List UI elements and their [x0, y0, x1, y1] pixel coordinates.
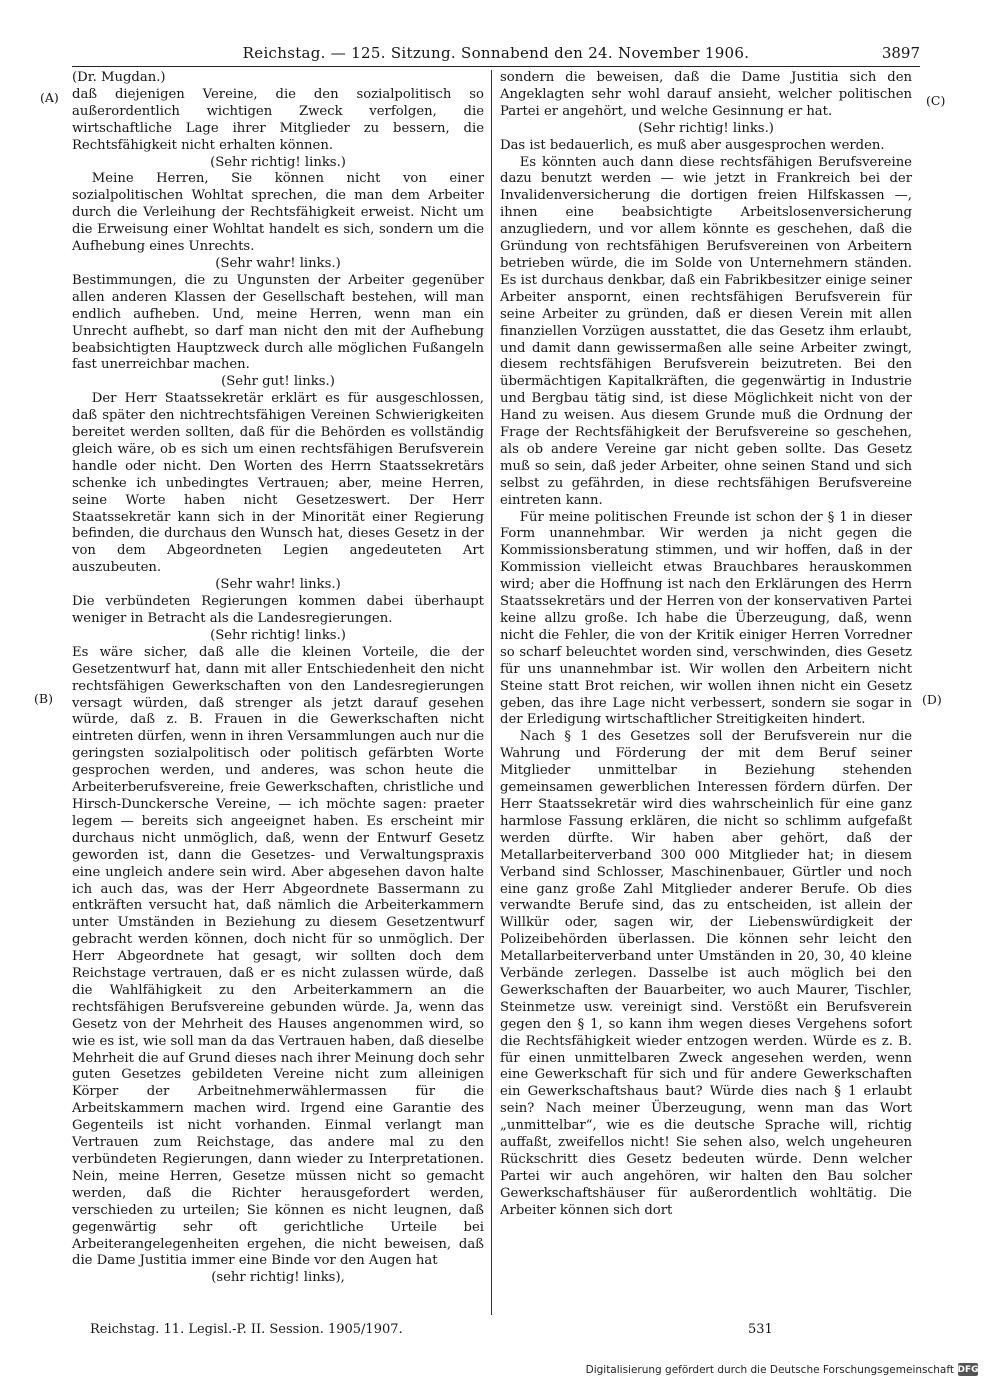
footer-session-info: Reichstag. 11. Legisl.-P. II. Session. 1905/1907. [90, 1322, 403, 1337]
dfg-logo-icon: DFG [957, 1364, 979, 1375]
paragraph: Es könnten auch dann diese rechtsfähigen Berufsvereine dazu benutzt werden — wie jetzt in Frankreich bei der Invalidenversicherung die dortigen freien Hilfskassen —, ihnen eine beabsichtigte Arbeitslosenversicherung anzugliedern, und vor allem könnte es geschehen, daß die Gründung von rechtsfähigen Berufsvereinen von Arbeitern betrieben würde, die im Solde von Unternehmern ständen. Es ist durchaus denkbar, daß ein Fabrikbesitzer einige seiner Arbeiter anspornt, einen rechtsfähigen Berufsverein für seine Arbeiter zu gründen, daß er diesen Verein mit allen finanziellen Vorzügen ausstattet, die das Gesetz ihm erlaubt, und damit dann gewissermaßen alle seine Arbeiter zwingt, diesem rechtsfähigen Berufsverein beizutreten. Bei den übermächtigen Kapitalkräften, die gegenwärtig in Industrie und Bergbau tätig sind, ist diese Möglichkeit nicht von der Hand zu weisen. Aus diesem Grunde muß die Ordnung der Frage der Rechtsfähigkeit der Berufsvereine so geschehen, als ob andere Vereine gar nicht geben sollte. Das Gesetz muß so sein, daß jeder Arbeiter, ohne seinen Stand und sich selbst zu gefährden, in diese rechtsfähigen Berufsvereine eintreten kann. [500, 154, 912, 508]
left-column [72, 70, 484, 1287]
interjection: (Sehr wahr! links.) [215, 255, 341, 271]
digitization-credit [586, 1363, 978, 1376]
interjection: (Sehr wahr! links.) [215, 577, 341, 593]
paragraph: Für meine politischen Freunde ist schon der § 1 in dieser Form unannehmbar. Wir werden ja nicht gegen die Kommissionsberatung stimmen, und wir hoffen, daß in der Kommission vielleicht etwas Brauchbares herauskommen wird; aber die Hoffnung ist nach den Erklärungen des Herrn Staatssekretärs und der Herren von der konservativen Partei keine allzu große. Ich habe die Überzeugung, daß, wenn nicht die Fehler, die von der Kritik einiger Herren Vorredner so scharf beleuchtet worden sind, verschwinden, dies Gesetz für uns unannehmbar ist. Wir wollen den Arbeitern nicht Steine statt Brot reichen, wir wollen ihnen nicht ein Gesetz geben, das ihre Lage nicht verbessert, sondern sie sogar in der Erledigung wirtschaftlicher Streitigkeiten hindert. [500, 509, 912, 728]
header-rule [72, 66, 920, 67]
speaker-name: (Dr. Mugdan.) [72, 70, 166, 85]
paragraph: sondern die beweisen, daß die Dame Justitia sich den Angeklagten sehr wohl darauf ansieht, welcher politischen Partei er angehört, und welche Gesinnung er hat. [500, 70, 912, 119]
margin-marker-d: (D) [922, 692, 942, 707]
interjection: (Sehr richtig! links.) [210, 154, 346, 170]
paragraph: Nach § 1 des Gesetzes soll der Berufsverein nur die Wahrung und Förderung der mit dem Beruf seiner Mitglieder unmittelbar in Beziehung stehenden gemeinsamen gewerblichen Interessen fördern dürfen. Der Herr Staatssekretär wird dies wahrscheinlich für eine ganz harmlose Fassung erklären, die nicht so schlimm aufgefaßt werden dürfte. Wir haben aber gehört, daß der Metallarbeiterverband 300 000 Mitglieder hat; in diesem Verband sind Schlosser, Maschinenbauer, Gürtler und noch eine ganz große Zahl Mitglieder anderer Berufe. Ob dies verwandte Berufe sind, das zu entscheiden, ist allein der Willkür oder, sagen wir, der Liebenswürdigkeit der Polizeibehörden überlassen. Die können sehr leicht den Metallarbeiterverband unter Umständen in 20, 30, 40 kleine Verbände zerlegen. Dasselbe ist auch möglich bei den Gewerkschaften der Bauarbeiter, wo auch Maurer, Tischler, Steinmetze usw. vereinigt sind. Verstößt ein Berufsverein gegen den § 1, so kann ihm wegen dieses Vergehens sofort die Rechtsfähigkeit wieder entzogen werden. Würde es z. B. für einen unmittelbaren Zweck angesehen werden, wenn eine Gewerkschaft für sich und für andere Gewerkschaften ein Gewerkschaftshaus baut? Würde dies nach § 1 erlaubt sein? Nach meiner Überzeugung, wenn man das Wort „unmittelbar“, wie es die deutsche Sprache will, richtig auffaßt, zweifellos nicht! Sie sehen also, welch ungeheuren Rückschritt dies Gesetz bedeuten würde. Denn welcher Partei wir auch angehören, wir halten den Bau solcher Gewerkschaftshäuser für außerordentlich wohltätig. Die Arbeiter können sich dort [500, 729, 912, 1218]
paragraph: Meine Herren, Sie können nicht von einer sozialpolitischen Wohltat sprechen, die man dem Arbeiter durch die Verleihung der Rechtsfähigkeit erweist. Nicht um die Erweisung einer Wohltat handelt es sich, sondern um die Aufhebung eines Unrechts. [72, 171, 484, 255]
paragraph: Die verbündeten Regierungen kommen dabei überhaupt weniger in Betracht als die Landesregierungen. [72, 594, 484, 626]
paragraph: Der Herr Staatssekretär erklärt es für ausgeschlossen, daß später den nichtrechtsfähigen Vereinen Schwierigkeiten bereitet werden sollten, daß für die Behörden es vollständig gleich wäre, ob es sich um einen rechtsfähigen Berufsverein handle oder nicht. Den Worten des Herrn Staatssekretärs schenke ich unbedingtes Vertrauen; aber, meine Herren, seine Worte haben nicht Gesetzeswert. Der Herr Staatssekretär kann sich in der Minorität einer Regierung befinden, die durchaus den Wunsch hat, dieses Gesetz in der von dem Abgeordneten Legien angedeuteten Art auszubeuten. [72, 391, 484, 576]
paragraph: Bestimmungen, die zu Ungunsten der Arbeiter gegenüber allen anderen Klassen der Gesellschaft bestehen, will man endlich aufheben. Und, meine Herren, wenn man ein Unrecht aufhebt, so darf man nicht den mit der Aufhebung beabsichtigten Hauptzweck durch alle möglichen Fußangeln fast unerreichbar machen. [72, 272, 484, 373]
margin-marker-b: (B) [34, 691, 53, 706]
header-title: Reichstag. — 125. Sitzung. Sonnabend den 24. November 1906. [242, 44, 750, 62]
paragraph: Es wäre sicher, daß alle die kleinen Vorteile, die der Gesetzentwurf hat, dann mit aller Entschiedenheit den nicht rechtsfähigen Gewerkschaften von den Landesregierungen versagt würden, daß strenger als jetzt darauf gesehen würde, daß z. B. Frauen in die Gewerkschaften nicht eintreten dürfen, wenn in ihren Versammlungen auch nur die geringsten sozialpolitisch oder politisch gefärbten Worte gesprochen werden, und anderes, was schon heute die Arbeiterberufsvereine, freie Gewerkschaften, christliche und Hirsch-Dunckersche Vereine, — ich möchte sagen: praeter legem — bereits sich angeeignet haben. Es erscheint mir durchaus nicht unmöglich, daß, wenn der Entwurf Gesetz geworden ist, dann die Gesetzes- und Verwaltungspraxis eine ungleich andere sein wird. Aber abgesehen davon halte ich auch das, was der Herr Abgeordnete Bassermann zu entkräften versucht hat, daß nämlich die Arbeiterkammern unter Umständen in Beziehung zu diesem Gesetzentwurf gebracht werden können, doch nicht für so unmöglich. Der Herr Abgeordnete hat gesagt, wir sollten doch dem Reichstage vertrauen, daß er es nicht zulassen würde, daß die Wahlfähigkeit zu den Arbeiterkammern an die rechtsfähigen Berufsvereine gebunden würde. Ja, wenn das Gesetz von der Mehrheit des Hauses angenommen wird, so wie es ist, wie soll man da das Vertrauen haben, daß dieselbe Mehrheit die auf Grund dieses nach ihrer Meinung doch sehr guten Gesetzes gebildeten Vereine nicht zum alleinigen Körper der Arbeitnehmerwählermassen für die Arbeitskammern machen wird. Irgend eine Garantie des Gegenteils ist nicht vorhanden. Einmal verlangt man Vertrauen zum Reichstage, das andere mal zu den verbündeten Regierungen, dann wieder zu Interpretationen. Nein, meine Herren, Gesetze müssen nicht so gemacht werden, daß die Richter herausgefordert werden, verschieden zu urteilen; Sie können es nicht leugnen, daß gegenwärtig sehr oft gerichtliche Urteile bei Arbeiterangelegenheiten ergehen, die nicht beweisen, daß die Dame Justitia immer eine Binde vor den Augen hat [72, 644, 484, 1269]
interjection: (Sehr gut! links.) [221, 374, 335, 390]
interjection: (Sehr richtig! links.) [210, 627, 346, 643]
interjection: (sehr richtig! links), [211, 1270, 345, 1286]
running-header [72, 44, 920, 66]
footer-sheet-number: 531 [748, 1322, 773, 1337]
credit-text: Digitalisierung gefördert durch die Deutsche Forschungsgemeinschaft [585, 1363, 954, 1376]
interjection: (Sehr richtig! links.) [638, 120, 774, 136]
page-number: 3897 [881, 44, 920, 62]
margin-marker-a: (A) [40, 90, 59, 105]
column-divider [491, 70, 492, 1315]
right-column [500, 70, 912, 1220]
paragraph: Das ist bedauerlich, es muß aber ausgesprochen werden. [500, 137, 885, 153]
paragraph: daß diejenigen Vereine, die den sozialpolitisch so außerordentlich wichtigen Zweck verfolgen, die wirtschaftliche Lage ihrer Mitglieder zu bessern, die Rechtsfähigkeit nicht erhalten können. [72, 86, 484, 153]
margin-marker-c: (C) [926, 93, 946, 108]
